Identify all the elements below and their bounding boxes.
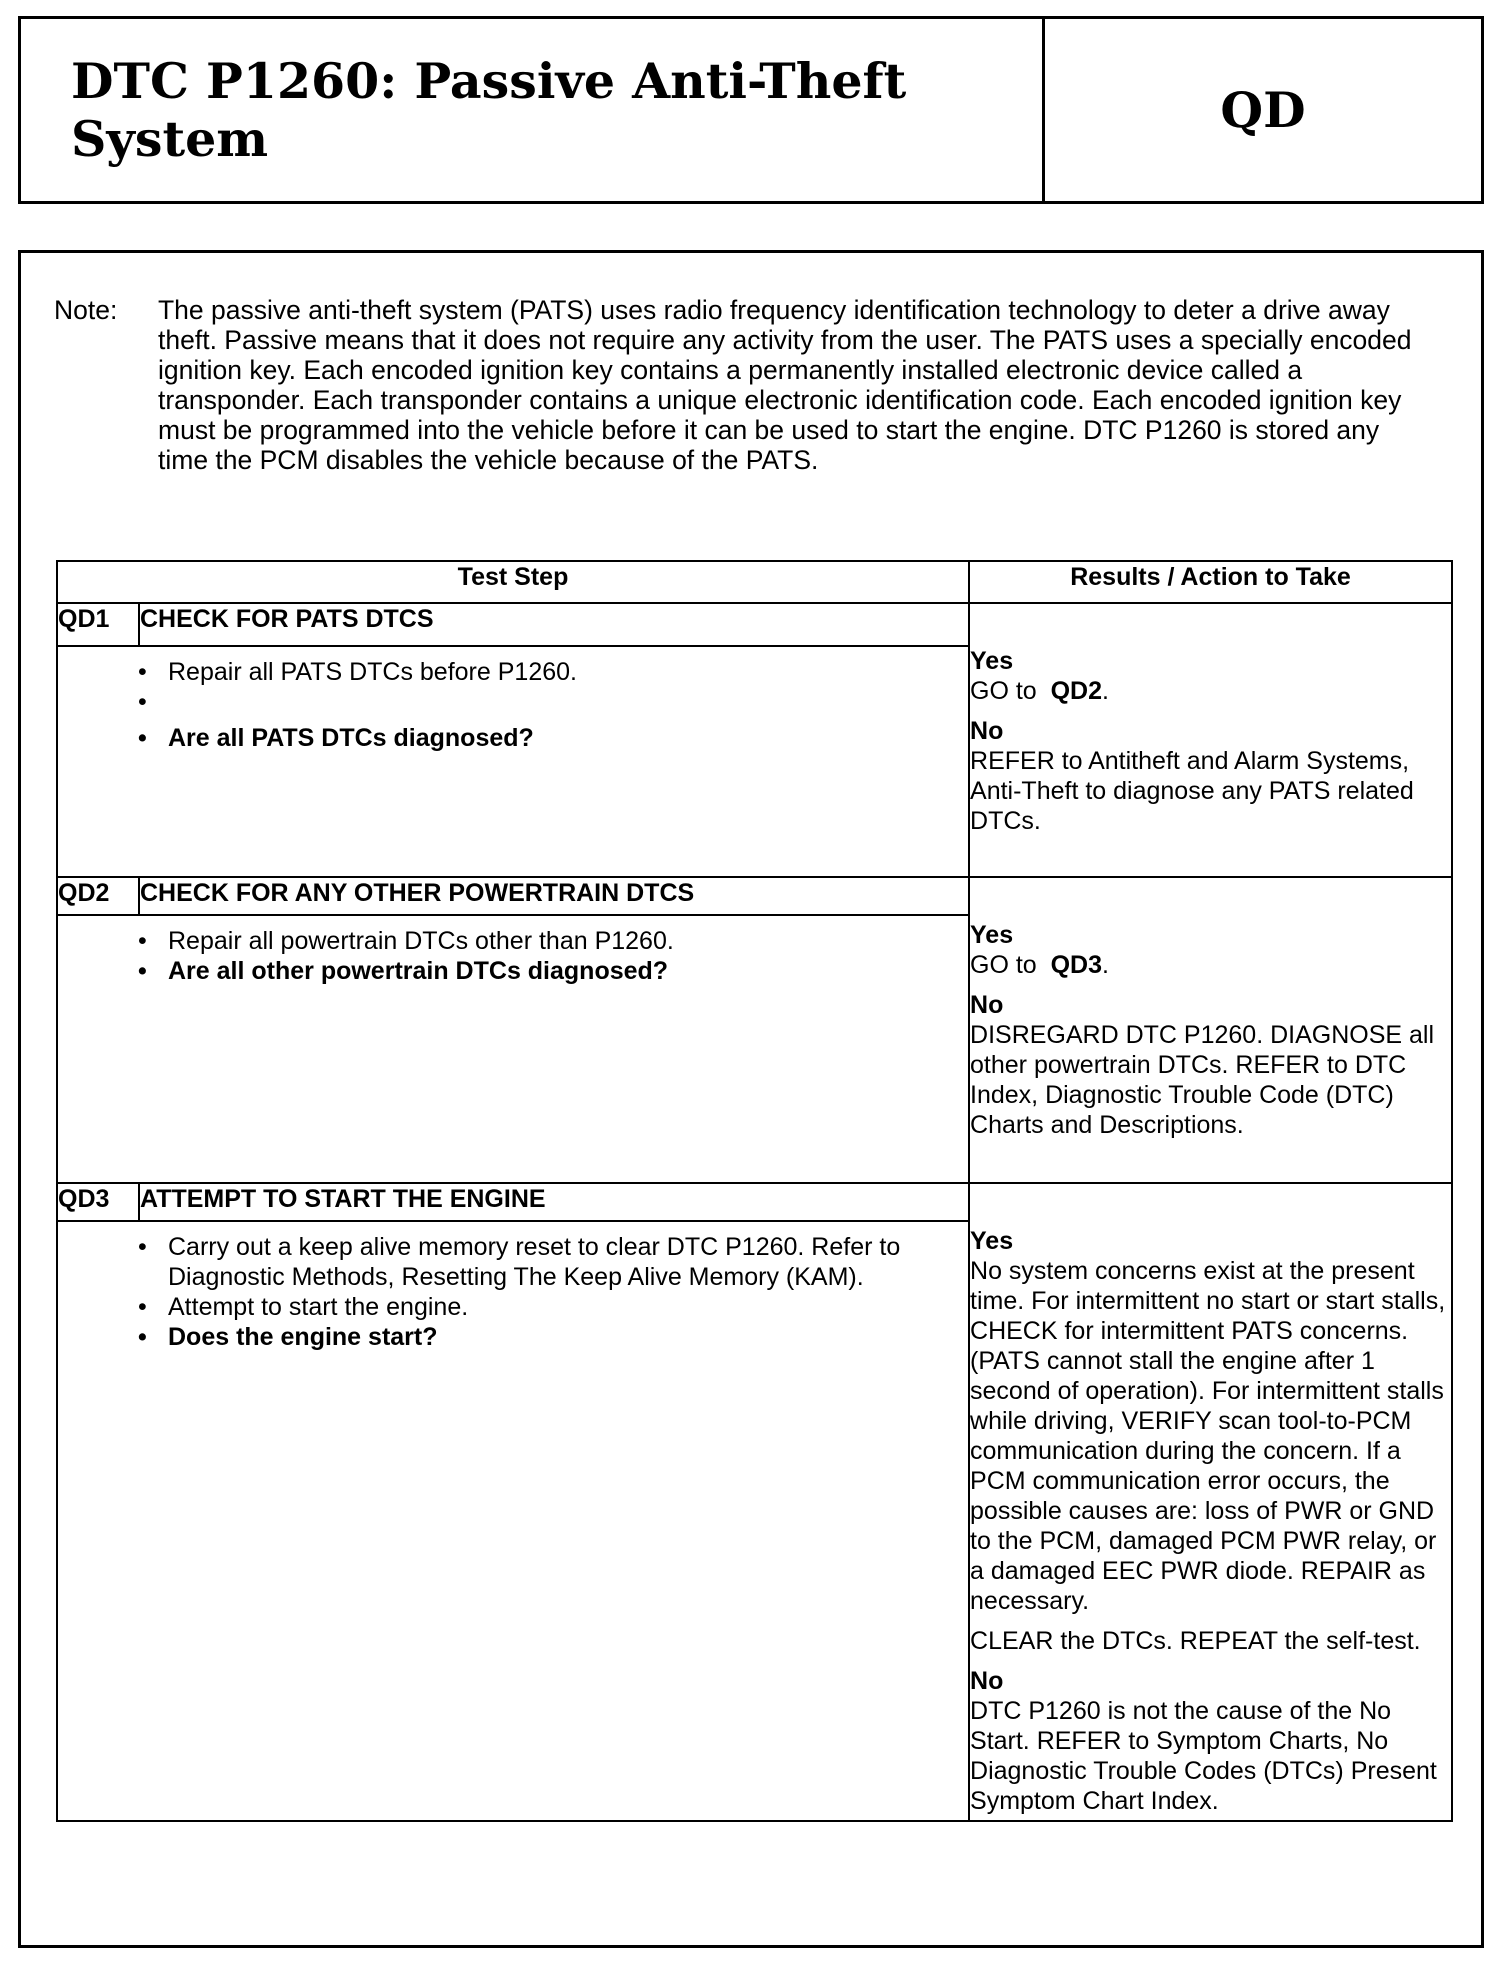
- go-to-text: GO to: [970, 951, 1037, 979]
- step-title: ATTEMPT TO START THE ENGINE: [139, 1183, 969, 1221]
- yes-label: Yes: [970, 1227, 1014, 1255]
- step-bullet: • Attempt to start the engine.: [58, 1292, 968, 1322]
- yes-action-2: CLEAR the DTCs. REPEAT the self-test.: [970, 1627, 1421, 1655]
- note-text: The passive anti-theft system (PATS) uses radio frequency identification technology to deter a drive away theft. Passive means that it does not require any activity from the user. The PATS uses a specially encoded ignition key. Each encoded ignition key contains a permanently installed electronic device called a transponder. Each transponder contains a unique electronic identification code. Each encoded ignition key must be programmed into the vehicle before it can be used to start the engine. DTC P1260 is stored any time the PCM disables the vehicle because of the PATS.: [158, 295, 1412, 475]
- page-title: DTC P1260: Passive Anti-Theft System: [21, 19, 1045, 201]
- yes-label: Yes: [970, 647, 1014, 675]
- yes-action: No system concerns exist at the present time. For intermittent no start or start stalls, CHECK for intermittent PATS concerns. (PATS cannot stall the engine after 1 second of operation). For intermittent stalls while driving, VERIFY scan tool-to-PCM communication during the concern. If a PCM communication error occurs, the possible causes are: loss of PWR or GND to the PCM, damaged PCM PWR relay, or a damaged EEC PWR diode. REPAIR as necessary.: [970, 1257, 1446, 1615]
- no-action: DISREGARD DTC P1260. DIAGNOSE all other powertrain DTCs. REFER to DTC Index, Diagnostic Trouble Code (DTC) Charts and Descriptions.: [970, 1021, 1435, 1139]
- no-action: DTC P1260 is not the cause of the No Start. REFER to Symptom Charts, No Diagnostic Trouble Codes (DTCs) Present Symptom Chart Index.: [970, 1697, 1437, 1815]
- table-header-row: [57, 561, 1452, 603]
- test-step-table: [56, 560, 1453, 1822]
- step-bullet: • Carry out a keep alive memory reset to clear DTC P1260. Refer to Diagnostic Methods, Resetting The Keep Alive Memory (KAM).: [58, 1232, 968, 1292]
- results-header: Results / Action to Take: [969, 561, 1452, 603]
- goto-target: QD3: [1050, 951, 1103, 979]
- step-title: CHECK FOR PATS DTCS: [139, 603, 969, 646]
- main-content-box: [18, 250, 1484, 1948]
- section-code: QD: [1220, 81, 1306, 139]
- test-step-header: Test Step: [57, 561, 969, 603]
- step-body: [57, 1221, 969, 1821]
- no-label: No: [970, 717, 1004, 745]
- goto-target: QD2: [1050, 677, 1103, 705]
- step-title-row: [57, 1183, 1452, 1221]
- step-question: • Does the engine start?: [58, 1322, 968, 1352]
- note-label: Note:: [54, 295, 118, 325]
- step-id: QD1: [57, 603, 139, 646]
- step-results: [969, 877, 1452, 1183]
- step-results: [969, 603, 1452, 877]
- no-label: No: [970, 1667, 1004, 1695]
- yes-label: Yes: [970, 921, 1014, 949]
- step-body: [57, 915, 969, 1183]
- yes-action: GO to QD3.: [970, 951, 1109, 979]
- step-bullet: • Repair all powertrain DTCs other than P1260.: [58, 926, 968, 956]
- go-to-text: GO to: [970, 677, 1037, 705]
- step-id: QD2: [57, 877, 139, 915]
- step-bullet: • Repair all PATS DTCs before P1260.: [58, 657, 968, 687]
- bullet-spacer: [58, 687, 968, 723]
- no-action: REFER to Antitheft and Alarm Systems, Anti-Theft to diagnose any PATS related DTCs.: [970, 747, 1414, 835]
- note-block: [54, 295, 1454, 475]
- step-results: [969, 1183, 1452, 1821]
- step-question: • Are all other powertrain DTCs diagnosed?: [58, 956, 968, 986]
- step-question: • Are all PATS DTCs diagnosed?: [58, 723, 968, 753]
- yes-action: GO to QD2.: [970, 677, 1109, 705]
- title-box: [18, 16, 1484, 204]
- step-id: QD3: [57, 1183, 139, 1221]
- step-body: [57, 646, 969, 877]
- step-title: CHECK FOR ANY OTHER POWERTRAIN DTCS: [139, 877, 969, 915]
- step-title-row: [57, 603, 1452, 646]
- step-title-row: [57, 877, 1452, 915]
- no-label: No: [970, 991, 1004, 1019]
